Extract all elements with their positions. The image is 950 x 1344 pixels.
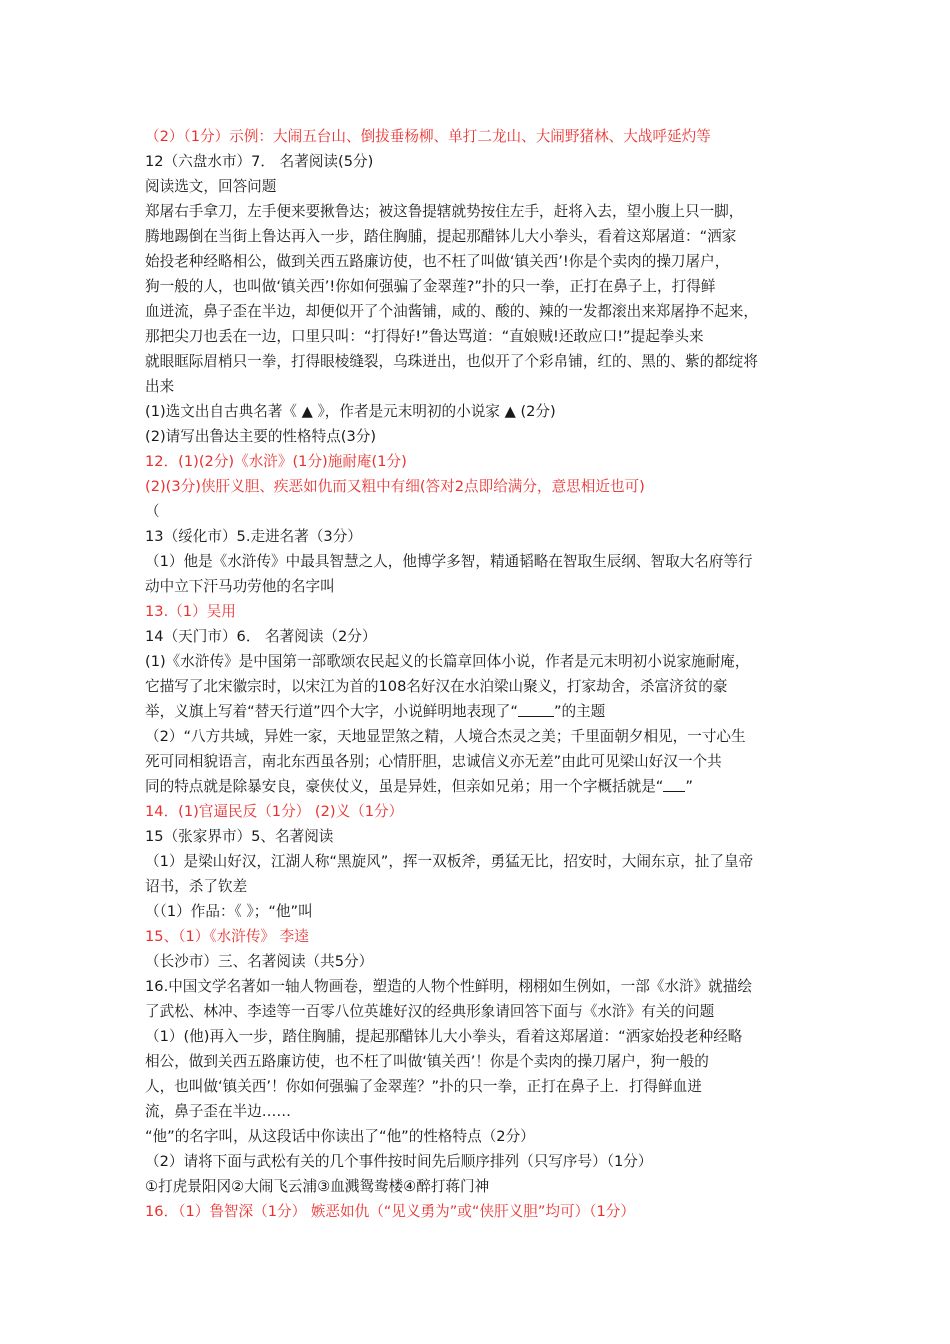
line-text-after-blank: ”	[685, 778, 693, 795]
text-line	[145, 1174, 815, 1199]
line-text: （	[145, 503, 160, 520]
text-line	[145, 549, 815, 574]
line-text: （2）（1分）示例：大闹五台山、倒拔垂杨柳、单打二龙山、大闹野猪林、大战呼延灼等	[145, 128, 711, 145]
line-text: 人，也叫做‘镇关西’！你如何强骗了金翠莲？”扑的只一拳，正打在鼻子上．打得鲜血迸	[145, 1078, 702, 1095]
text-line	[145, 749, 815, 774]
text-line	[145, 699, 815, 724]
line-text: “他”的名字叫，从这段话中你读出了“他”的性格特点（2分）	[145, 1128, 535, 1145]
text-line	[145, 574, 815, 599]
text-line	[145, 649, 815, 674]
line-text: 14．(1)官逼民反（1分） (2)义（1分）	[145, 803, 404, 820]
line-text: 12．(1)(2分)《水浒》(1分)施耐庵(1分)	[145, 453, 407, 470]
text-line	[145, 499, 815, 524]
text-line	[145, 224, 815, 249]
line-text: 那把尖刀也丢在一边，口里只叫：“打得好!”鲁达骂道：“直娘贼!还敢应口!”提起拳头来	[145, 328, 704, 345]
answer-line	[145, 124, 815, 149]
line-text: 诏书，杀了钦差	[145, 878, 248, 895]
line-text-after-blank: ”的主题	[553, 703, 606, 720]
text-line	[145, 949, 815, 974]
text-line	[145, 424, 815, 449]
line-text: 15（张家界市）5、名著阅读	[145, 828, 334, 845]
text-line	[145, 349, 815, 374]
answer-line	[145, 1199, 815, 1224]
fill-in-blank	[663, 776, 685, 792]
line-text: 13.（1）吴用	[145, 603, 236, 620]
line-text: 了武松、林冲、李逵等一百零八位英雄好汉的经典形象请回答下面与《水浒》有关的问题	[145, 1003, 715, 1020]
line-text: (1)《水浒传》是中国第一部歌颂农民起义的长篇章回体小说，作者是元末明初小说家施耐庵，	[145, 653, 750, 670]
line-text: 同的特点就是除暴安良，豪侠仗义，虽是异姓，但亲如兄弟；用一个字概括就是“	[145, 778, 664, 795]
line-text: 15、（1）《水浒传》 李逵	[145, 928, 309, 945]
line-text: （（1）作品：《 》；“他”叫	[145, 903, 313, 920]
line-text: 相公，做到关西五路廉访使，也不枉了叫做‘镇关西’！你是个卖肉的操刀屠户，狗一般的	[145, 1053, 709, 1070]
text-line	[145, 824, 815, 849]
line-text: ①打虎景阳冈②大闹飞云浦③血溅鸳鸯楼④醉打蒋门神	[145, 1178, 490, 1195]
text-line	[145, 1099, 815, 1124]
document-body	[145, 124, 815, 1224]
text-line	[145, 1024, 815, 1049]
line-text: （长沙市）三、名著阅读（共5分）	[145, 953, 374, 970]
line-text: 12（六盘水市）7． 名著阅读(5分)	[145, 153, 374, 170]
answer-line	[145, 474, 815, 499]
line-text: 死可同相貌语言，南北东西虽各别；心情肝胆，忠诚信义亦无差”由此可见梁山好汉一个共	[145, 753, 722, 770]
text-line	[145, 974, 815, 999]
text-line	[145, 149, 815, 174]
text-line	[145, 1049, 815, 1074]
text-line	[145, 874, 815, 899]
line-text: 始投老种经略相公，做到关西五路廉访使，也不枉了叫做‘镇关西’!你是个卖肉的操刀屠户，	[145, 253, 730, 270]
line-text: （2）“八方共域，异姓一家，天地显罡煞之精，人境合杰灵之美；千里面朝夕相见，一寸心生	[145, 728, 746, 745]
text-line	[145, 399, 815, 424]
line-text: 流，鼻子歪在半边……	[145, 1103, 291, 1120]
text-line	[145, 849, 815, 874]
answer-line	[145, 449, 815, 474]
text-line	[145, 674, 815, 699]
line-text: 腾地踢倒在当街上鲁达再入一步，踏住胸脯，提起那醋钵儿大小拳头，看着这郑屠道：“洒家	[145, 228, 737, 245]
line-text: （1）(他)再入一步，踏住胸脯，提起那醋钵儿大小拳头，看着这郑屠道：“洒家始投老种经略	[145, 1028, 743, 1045]
line-text: 16.中国文学名著如一轴人物画卷，塑造的人物个性鲜明，栩栩如生例如，一部《水浒》就描绘	[145, 978, 752, 995]
text-line	[145, 299, 815, 324]
line-text: （1）是梁山好汉，江湖人称“黑旋风”，挥一双板斧，勇猛无比，招安时，大闹东京，扯了皇帝	[145, 853, 754, 870]
line-text: 狗一般的人，也叫做‘镇关西’!你如何强骗了金翠莲?”扑的只一拳，正打在鼻子上，打得鲜	[145, 278, 716, 295]
line-text: 就眼眶际眉梢只一拳，打得眼棱缝裂，乌珠迸出，也似开了个彩帛铺，红的、黑的、紫的都绽将	[145, 353, 758, 370]
line-text: 举，义旗上写着“替天行道”四个大字，小说鲜明地表现了“	[145, 703, 518, 720]
text-line	[145, 274, 815, 299]
text-line	[145, 199, 815, 224]
text-line	[145, 249, 815, 274]
line-text: 郑屠右手拿刀，左手便来要揪鲁达；被这鲁提辖就势按住左手，赶将入去，望小腹上只一脚，	[145, 203, 744, 220]
text-line	[145, 374, 815, 399]
line-text: （1）他是《水浒传》中最具智慧之人，他博学多智，精通韬略在智取生辰纲、智取大名府等行	[145, 553, 753, 570]
line-text: （2）请将下面与武松有关的几个事件按时间先后顺序排列（只写序号）（1分）	[145, 1153, 653, 1170]
line-text: 出来	[145, 378, 175, 395]
text-line	[145, 1149, 815, 1174]
line-text: 13（绥化市）5.走进名著（3分）	[145, 528, 362, 545]
fill-in-blank	[518, 701, 554, 717]
text-line	[145, 1074, 815, 1099]
text-line	[145, 324, 815, 349]
line-text: 阅读选文，回答问题	[145, 178, 277, 195]
line-text: (2)(3分)侠肝义胆、疾恶如仇而又粗中有细(答对2点即给满分，意思相近也可)	[145, 478, 645, 495]
line-text: (1)选文出自古典名著《 ▲ 》，作者是元末明初的小说家 ▲ (2分)	[145, 403, 556, 420]
text-line	[145, 174, 815, 199]
line-text: 14（天门市）6． 名著阅读（2分）	[145, 628, 377, 645]
text-line	[145, 724, 815, 749]
text-line	[145, 1124, 815, 1149]
answer-line	[145, 599, 815, 624]
line-text: 血迸流，鼻子歪在半边，却便似开了个油酱铺，咸的、酸的、辣的一发都滚出来郑屠挣不起来，	[145, 303, 758, 320]
line-text: 16．（1）鲁智深（1分） 嫉恶如仇（“见义勇为”或“侠肝义胆”均可）（1分）	[145, 1203, 635, 1220]
text-line	[145, 624, 815, 649]
text-line	[145, 524, 815, 549]
text-line	[145, 999, 815, 1024]
text-line	[145, 774, 815, 799]
line-text: 它描写了北宋徽宗时，以宋江为首的108名好汉在水泊梁山聚义，打家劫舍，杀富济贫的豪	[145, 678, 728, 695]
text-line	[145, 899, 815, 924]
answer-line	[145, 924, 815, 949]
line-text: 动中立下汗马功劳他的名字叫	[145, 578, 335, 595]
line-text: (2)请写出鲁达主要的性格特点(3分)	[145, 428, 377, 445]
answer-line	[145, 799, 815, 824]
